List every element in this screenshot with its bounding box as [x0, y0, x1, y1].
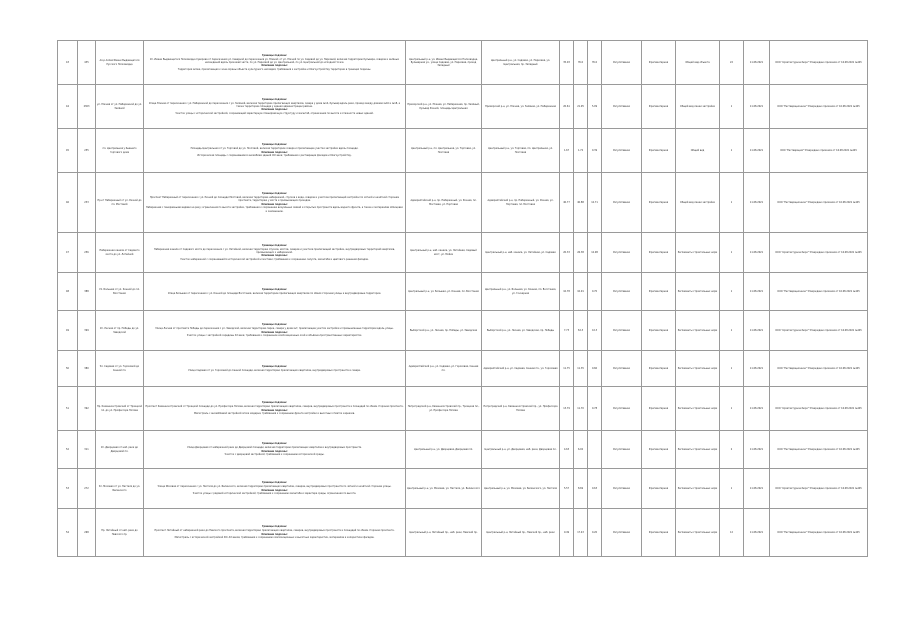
description-desc-title: Границы подзоны:	[262, 97, 287, 101]
cell-v2: 10.91	[574, 273, 588, 311]
table-row	[58, 351, 868, 387]
cell-v3: 12.71	[588, 173, 602, 233]
description-desc-text: Проспект Литейный от набережной реки до Невского проспекта, включая территорию прилегающих кварталов, скверов, внутридворовых пространств и площадей по обеим сторонам проспекта.	[154, 529, 395, 533]
description-desc-text: Площадь Центральная от ул. Торговой до ул. Почтовой, включая территорию сквера и прилегающие участки застройки вдоль площади.	[190, 147, 359, 151]
table-row	[58, 509, 868, 557]
description-desc-text2: Участок улицы с застройкой середины XX века; требования к сохранению композиционных осей и объёмно-пространственных характеристик.	[186, 334, 363, 338]
cell-v1: 11.75	[560, 351, 574, 387]
description-desc-title: Границы подзоны:	[262, 364, 287, 368]
cell-type: Регулятивная	[602, 351, 642, 387]
description-desc-text: Улица Лесная от проспекта Победы до пересечения с ул. Заводской, включая территорию парка, сквера у дома №7, прилегающие участки застройки и промышленные территории вдоль улицы.	[155, 327, 394, 331]
table-row	[58, 311, 868, 351]
cell-v3: 0.60	[588, 351, 602, 387]
cell-n: 52	[58, 431, 78, 469]
table-row	[58, 431, 868, 469]
table-row	[58, 41, 868, 85]
description-desc-title: Границы подзоны:	[262, 53, 287, 57]
description-desc-title: Границы подзоны:	[262, 243, 287, 247]
description-desc-text: Улица Южная от пересечения с ул. Набережной до пересечения с ул. Зелёной, включая территорию прилегающих кварталов, сквера у дома №14, бульвар вдоль реки, проезд между домами №16 и №18, а также территорию площади у здания администрации района.	[148, 101, 401, 108]
description-desc-title: Границы подзоны:	[262, 323, 287, 327]
description-desc-b: Описание подзоны:	[261, 150, 288, 154]
cell-cnt: 1	[720, 85, 744, 129]
cell-v3: 35.0	[588, 41, 602, 85]
table-row	[58, 85, 868, 129]
cell-v3: 0.20	[588, 509, 602, 557]
cell-code: 392	[78, 387, 96, 431]
cell-owner: ООО "Архитектурное бюро" Утверждено приказом от 16.08.2021 №445	[770, 233, 868, 273]
cell-v2: 35.0	[574, 41, 588, 85]
cell-type: Регулятивная	[602, 431, 642, 469]
cell-type: Регулятивная	[602, 509, 642, 557]
cell-cat: Регламенты строительных норм	[676, 273, 720, 311]
cell-addr1: Центральный р-н, наб. канала, ул. Литейная, Садовый мост, ул. Мойки	[406, 233, 482, 273]
description-desc-text: Улица Садовая от ул. Гороховой до Сенной площади, включая территорию прилегающих кварталов, внутридворовых пространств и сквера.	[188, 368, 361, 372]
cell-name: Пр. Каменноостровский от Троицкой пл. до ул. Профессора Попова	[96, 387, 144, 431]
cell-v3: 0.78	[588, 387, 602, 431]
cell-v2: 8.13	[574, 311, 588, 351]
cell-mode: Фрагментарная	[642, 311, 676, 351]
cell-cat: Регламенты строительных норм	[676, 233, 720, 273]
cell-addr2: Адмиралтейский р-н, пр. Набережный, ул. Речная, ул. Портовая, пл. Мостовая	[482, 173, 560, 233]
cell-date: 11.08.2021	[744, 233, 770, 273]
description-desc-title: Границы подзоны:	[262, 442, 287, 446]
cell-description	[144, 469, 406, 509]
cell-v2: 1.72	[574, 129, 588, 173]
table-row	[58, 173, 868, 233]
cell-code: 268	[78, 509, 96, 557]
description-desc-text2: Участок улицы с исторической застройкой, сохраняющий характерную планировочную структуру и масштаб, ограничения по высоте и этажности новых зданий.	[175, 112, 374, 116]
cell-mode: Фрагментарная	[642, 469, 676, 509]
cell-addr2: Приморский р-н, ул. Южная, ул. Зелёная, ул. Набережная	[482, 85, 560, 129]
cell-addr2: Выборгский р-н, ул. Лесная, ул. Заводская, пр. Победы	[482, 311, 560, 351]
cell-v3: 0.39	[588, 129, 602, 173]
cell-addr2: Центральный р-н, ул. Торговая, пл. Центральная, ул. Почтовая	[482, 129, 560, 173]
cell-date: 11.08.2021	[744, 509, 770, 557]
cell-type: Регулятивная	[602, 311, 642, 351]
cell-v1: 40.77	[560, 173, 574, 233]
cell-addr2: Центральный р-н, ул. Большая, ул. Конная, пл. Восстания, ул. Гончарная	[482, 273, 560, 311]
description-desc-b: Описание подзоны:	[261, 202, 288, 206]
cell-cnt: 1	[720, 387, 744, 431]
cell-mode: Фрагментарная	[642, 509, 676, 557]
cell-mode: Фрагментарная	[642, 233, 676, 273]
cell-mode: Фрагментарная	[642, 387, 676, 431]
cell-name: Ул. Моховая от ул. Пестеля до ул. Белинского	[96, 469, 144, 509]
cell-description	[144, 233, 406, 273]
register-body	[58, 41, 868, 557]
cell-name: Ул. Лесная от пр. Победы до ул. Заводской	[96, 311, 144, 351]
description-desc-text2: Территория аллеи, прилегающая к зоне охраны объекта культурного наследия; требования к застройке и благоустройству территории в границах подзоны.	[177, 68, 372, 72]
description-desc-title: Границы подзоны:	[262, 401, 287, 405]
cell-date: 11.08.2021	[744, 387, 770, 431]
document-sheet	[57, 40, 867, 557]
cell-date: 11.08.2021	[744, 85, 770, 129]
cell-addr1: Центральный р-н, ул. Моховая, ул. Пестеля, ул. Белинского	[406, 469, 482, 509]
cell-v2: 40.88	[574, 173, 588, 233]
cell-name: ул. Южная от ул. Набережной до ул. Зелёной	[96, 85, 144, 129]
cell-cnt: 1	[720, 469, 744, 509]
cell-date: 11.08.2021	[744, 173, 770, 233]
cell-v1: 7.73	[560, 311, 574, 351]
cell-date: 11.08.2021	[744, 273, 770, 311]
cell-code: 380	[78, 351, 96, 387]
cell-cat: Общий вид линии застройки	[676, 85, 720, 129]
cell-mode: Фрагментарная	[642, 273, 676, 311]
cell-n: 53	[58, 469, 78, 509]
cell-addr1: Центральный р-н, ул. Большая, ул. Конная, пл. Восстания	[406, 273, 482, 311]
cell-name: Ул. Садовая от ул. Гороховой до Сенной пл.	[96, 351, 144, 387]
cell-v3: 0.13	[588, 311, 602, 351]
cell-addr1: Центральный р-н, ул. Дворцовая, Дворцовая пл.	[406, 431, 482, 469]
description-desc-b: Описание подзоны:	[261, 488, 288, 492]
description-desc-text: Проспект Набережный от пересечения с ул. Речной до площади Мостовой, включая территорию набережной, спусков к воде, скверов и участков прилегающей застройки по чётной и нечётной сторонам проспекта, территорию у моста и примыкающих проездов.	[149, 196, 400, 203]
cell-code: 272	[78, 469, 96, 509]
cell-addr1: Адмиралтейский р-н, пр. Набережный, ул. Речная, пл. Мостовая, ул. Портовая	[406, 173, 482, 233]
cell-code: 233	[78, 173, 96, 233]
cell-v1: 13.79	[560, 387, 574, 431]
cell-v1: 4.63	[560, 431, 574, 469]
cell-cnt: 1	[720, 273, 744, 311]
cell-description	[144, 129, 406, 173]
cell-cat: Регламенты строительных норм	[676, 431, 720, 469]
cell-owner: ООО "Реставрация" Утверждено приказом от 16.08.2021 №445	[770, 129, 868, 173]
cell-name: Ал-р Аллея Имени Выдающегося Русского Полководца	[96, 41, 144, 85]
table-row	[58, 469, 868, 509]
cell-cnt: 1	[720, 129, 744, 173]
cell-addr2: Центральный р-н, ул. Дворцовая, наб. реки, Дворцовая пл.	[482, 431, 560, 469]
description-desc-title: Границы подзоны:	[262, 192, 287, 196]
description-desc-b: Описание подзоны:	[261, 330, 288, 334]
cell-name: Пр. Литейный от наб. реки до Невского пр.	[96, 509, 144, 557]
cell-v1: 20.33	[560, 233, 574, 273]
description-desc-text2: Участок с дворцовой застройкой; требования к сохранению исторической среды.	[224, 453, 325, 457]
description-desc-title: Границы подзоны:	[262, 287, 287, 291]
cell-n: 45	[58, 129, 78, 173]
cell-date: 11.08.2021	[744, 41, 770, 85]
cell-code: 255	[78, 129, 96, 173]
cell-owner: ООО "Архитектурное бюро" Утверждено приказом от 16.08.2021 №445	[770, 469, 868, 509]
cell-cat: Регламенты строительных норм	[676, 311, 720, 351]
cell-v1: 10.78	[560, 273, 574, 311]
cell-addr1: Центральный р-н, ул. Имени Выдающегося Полководца, Бульварная ул., улица Садовая, ул. Парковая, проезд Западный	[406, 41, 482, 85]
cell-v3: 0.63	[588, 469, 602, 509]
cell-cnt: 22	[720, 41, 744, 85]
cell-cat: Общий вид линии застройки	[676, 173, 720, 233]
cell-cnt: 1	[720, 351, 744, 387]
cell-v2: 26.38	[574, 233, 588, 273]
cell-cat: Регламенты строительных норм	[676, 351, 720, 387]
cell-addr2: Петроградский р-н, Каменноостровский пр., ул. Профессора Попова	[482, 387, 560, 431]
register-table	[57, 40, 868, 557]
cell-type: Регулятивная	[602, 233, 642, 273]
cell-cat: Регламенты строительных норм	[676, 387, 720, 431]
cell-mode: Фрагментарная	[642, 129, 676, 173]
cell-addr1: Выборгский р-н, ул. Лесная, пр. Победы, ул. Заводская	[406, 311, 482, 351]
cell-type: Регулятивная	[602, 173, 642, 233]
description-desc-text: Проспект Каменноостровский от Троицкой площади до ул. Профессора Попова, включая территорию прилегающих кварталов, скверов, внутридворовых пространств и площадей по обеим сторонам проспекта.	[145, 405, 404, 409]
table-row	[58, 273, 868, 311]
cell-code: 256	[78, 233, 96, 273]
cell-v2: 21.95	[574, 85, 588, 129]
cell-cnt: 1	[720, 173, 744, 233]
description-desc-text: Улица Моховая от пересечения с ул. Пестеля до ул. Белинского, включая территорию прилегающих кварталов, скверов, внутридворовых пространств по чётной и нечётной сторонам улицы.	[157, 485, 392, 489]
description-desc-title: Границы подзоны:	[262, 481, 287, 485]
cell-cat: Регламенты строительных норм	[676, 509, 720, 557]
cell-mode: Фрагментарная	[642, 351, 676, 387]
cell-cat: Регламенты строительных норм	[676, 469, 720, 509]
cell-n: 43	[58, 41, 78, 85]
cell-name: Ул. Большая от ул. Конной до пл. Восстания	[96, 273, 144, 311]
cell-v2: 11.35	[574, 351, 588, 387]
cell-description	[144, 387, 406, 431]
description-desc-b: Описание подзоны:	[261, 64, 288, 68]
cell-description	[144, 173, 406, 233]
cell-v2: 11.70	[574, 387, 588, 431]
description-desc-b: Описание подзоны:	[261, 449, 288, 453]
table-row	[58, 129, 868, 173]
cell-owner: ООО "Реставрационное" Утверждено приказом от 16.08.2021 №445	[770, 273, 868, 311]
cell-addr2: Центральный р-н, наб. канала, ул. Литейная, ул. Садовая	[482, 233, 560, 273]
description-desc-text2: Участок улицы с рядовой исторической застройкой; требования к сохранению масштаба и характера среды, ограничения по высоте.	[192, 492, 357, 496]
cell-n: 50	[58, 351, 78, 387]
cell-addr2: Центральный р-н, ул. Садовая, ул. Парковая, ул. Центральная, пр. Западный	[482, 41, 560, 85]
cell-addr1: Центральный р-н, пл. Центральная, ул. Торговая, ул. Почтовая	[406, 129, 482, 173]
cell-n: 48	[58, 273, 78, 311]
cell-description	[144, 311, 406, 351]
cell-type: Регулятивная	[602, 41, 642, 85]
description-desc-b: Описание подзоны:	[261, 408, 288, 412]
cell-n: 44	[58, 85, 78, 129]
cell-owner: ООО "Реставрационное" Утверждено приказом от 16.08.2021 №445	[770, 85, 868, 129]
cell-code: 435	[78, 41, 96, 85]
cell-date: 11.08.2021	[744, 351, 770, 387]
cell-mode: Фрагментарная	[642, 431, 676, 469]
cell-date: 11.08.2021	[744, 431, 770, 469]
cell-cnt: 1	[720, 311, 744, 351]
cell-type: Регулятивная	[602, 129, 642, 173]
table-row	[58, 233, 868, 273]
cell-v3	[588, 431, 602, 469]
cell-addr1: Петроградский р-н, Каменноостровский пр., Троицкая пл., ул. Профессора Попова	[406, 387, 482, 431]
cell-v1: 5.57	[560, 469, 574, 509]
cell-name: пл. Центральная у бывшего торгового дома	[96, 129, 144, 173]
description-desc-text2: Участок набережной с сохранившейся исторической застройкой и мостами; требования к сохранению силуэта, масштаба и цветового решения фасадов.	[180, 258, 369, 262]
cell-owner: ООО "Архитектурное бюро" Утверждено приказом от 16.08.2021 №445	[770, 41, 868, 85]
cell-mode: Фрагментарная	[642, 41, 676, 85]
cell-owner: ООО "Архитектурное бюро" Утверждено приказом от 16.08.2021 №445	[770, 387, 868, 431]
cell-mode: Фрагментарная	[642, 85, 676, 129]
description-desc-text: Улица Дворцовая от набережной реки до Дворцовой площади, включая территорию прилегающих кварталов и внутридворовых пространств.	[187, 446, 362, 450]
cell-date: 11.08.2021	[744, 311, 770, 351]
cell-addr2: Центральный р-н, ул. Моховая, ул. Белинского, ул. Пестеля	[482, 469, 560, 509]
cell-code: 388	[78, 273, 96, 311]
cell-owner: ООО "Реставрационное" Утверждено приказом от 16.08.2021 №445	[770, 431, 868, 469]
description-desc-b: Описание подзоны:	[261, 254, 288, 258]
cell-n: 49	[58, 311, 78, 351]
description-desc-title: Границы подзоны:	[262, 143, 287, 147]
cell-description	[144, 431, 406, 469]
cell-v1: 9.49	[560, 509, 574, 557]
cell-type: Регулятивная	[602, 273, 642, 311]
cell-description	[144, 509, 406, 557]
cell-description	[144, 85, 406, 129]
cell-description	[144, 273, 406, 311]
cell-v1: 1.67	[560, 129, 574, 173]
cell-addr2: Адмиралтейский р-н, ул. Садовая, Сенная пл., ул. Гороховая	[482, 351, 560, 387]
cell-addr1: Центральный р-н, Литейный пр., наб. реки, Невский пр.	[406, 509, 482, 557]
cell-n: 47	[58, 233, 78, 273]
cell-name: Пр-кт Набережный от ул. Речной до пл. Мостовой	[96, 173, 144, 233]
cell-addr2: Центральный р-н, Литейный пр., Невский пр., наб. реки	[482, 509, 560, 557]
cell-date: 11.08.2021	[744, 469, 770, 509]
cell-cat: Общий вид объекта	[676, 41, 720, 85]
cell-n: 51	[58, 387, 78, 431]
cell-addr1: Приморский р-н, ул. Южная, ул. Набережная, пр. Зелёный, бульвар Речной, площадь Центральная	[406, 85, 482, 129]
cell-name: Ул. Дворцовая от наб. реки до Дворцовой пл.	[96, 431, 144, 469]
cell-cnt: 12	[720, 509, 744, 557]
cell-v1: 35.03	[560, 41, 574, 85]
cell-cnt: 2	[720, 431, 744, 469]
description-desc-b: Описание подзоны:	[261, 108, 288, 112]
cell-description	[144, 41, 406, 85]
cell-owner: ООО "Реставрационное" Утверждено приказом от 16.08.2021 №445	[770, 351, 868, 387]
description-desc-b: Описание подзоны:	[261, 532, 288, 536]
cell-code: 311	[78, 431, 96, 469]
description-desc-title: Границы подзоны:	[262, 525, 287, 529]
cell-addr1: Адмиралтейский р-н, ул. Садовая, ул. Гороховая, Сенная пл.	[406, 351, 482, 387]
description-desc-text2: Историческая площадь с сохранившимся ансамблем зданий XIX века; требования к реставрации фасадов и благоустройству.	[197, 154, 352, 158]
cell-v2: 17.43	[574, 509, 588, 557]
cell-owner: ООО "Реставрационное" Утверждено приказом от 16.08.2021 №445	[770, 173, 868, 233]
cell-v2: 6.02	[574, 431, 588, 469]
cell-n: 54	[58, 509, 78, 557]
description-desc-text: Улица Большая от пересечения с ул. Конной до площади Восстания, включая территорию прилегающих кварталов по обеим сторонам улицы и внутридворовые территории.	[167, 291, 382, 295]
description-desc-text2: Магистраль с исторической застройкой XIX–XX веков; требования к сохранению композиционных и высотных характеристик, материалов и колористики фасадов.	[174, 536, 375, 540]
cell-v3: 12.98	[588, 233, 602, 273]
cell-n: 46	[58, 173, 78, 233]
cell-v3: 5.09	[588, 85, 602, 129]
cell-cat: Общий вид	[676, 129, 720, 173]
description-desc-text: Набережная канала от Садового моста до пересечения с ул. Литейной, включая территорию спусков, мостов, скверов и участков прилегающей застройки, внутридворовых территорий кварталов, примыкающих к набережной.	[154, 247, 395, 254]
cell-owner: ООО "Реставрационное" Утверждено приказом от 16.08.2021 №445	[770, 509, 868, 557]
cell-mode: Фрагментарная	[642, 173, 676, 233]
cell-type: Регулятивная	[602, 387, 642, 431]
table-row	[58, 387, 868, 431]
description-desc-text: Ул. Имени Выдающегося Полководца Суворова от пересечения ул. Северной до пересечения ул. Южной; от ул. Южной по ул. Садовой до ул. Парковой, включая территорию бульвара, скверов и зелёных насаждений вдоль проезжей части, по ул. Парковой до ул. Центральной, по ул. Центральной до исходной точки.	[149, 57, 400, 64]
cell-code: 2303	[78, 85, 96, 129]
cell-v3: 0.70	[588, 273, 602, 311]
cell-type: Регулятивная	[602, 85, 642, 129]
cell-type: Регулятивная	[602, 469, 642, 509]
cell-v1: 20.61	[560, 85, 574, 129]
cell-name: Набережная канала от Садового моста до ул. Литейной	[96, 233, 144, 273]
description-desc-text2: Магистраль с ансамблевой застройкой эпохи модерна; требования к сохранению фронта застройки и высотных отметок карнизов.	[193, 412, 356, 416]
cell-description	[144, 351, 406, 387]
cell-v2: 8.69	[574, 469, 588, 509]
description-desc-text2: Набережная с панорамными видами на реку; ограничения по высоте застройки, требования к сохранению визуальных связей и открытых пространств вдоль водного фронта, а также к материалам облицовки и озеленению.	[146, 206, 403, 213]
cell-code: 399	[78, 311, 96, 351]
cell-date: 11.08.2021	[744, 129, 770, 173]
cell-cnt: 1	[720, 233, 744, 273]
cell-owner: ООО "Архитектурное бюро" Утверждено приказом от 16.08.2021 №445	[770, 311, 868, 351]
